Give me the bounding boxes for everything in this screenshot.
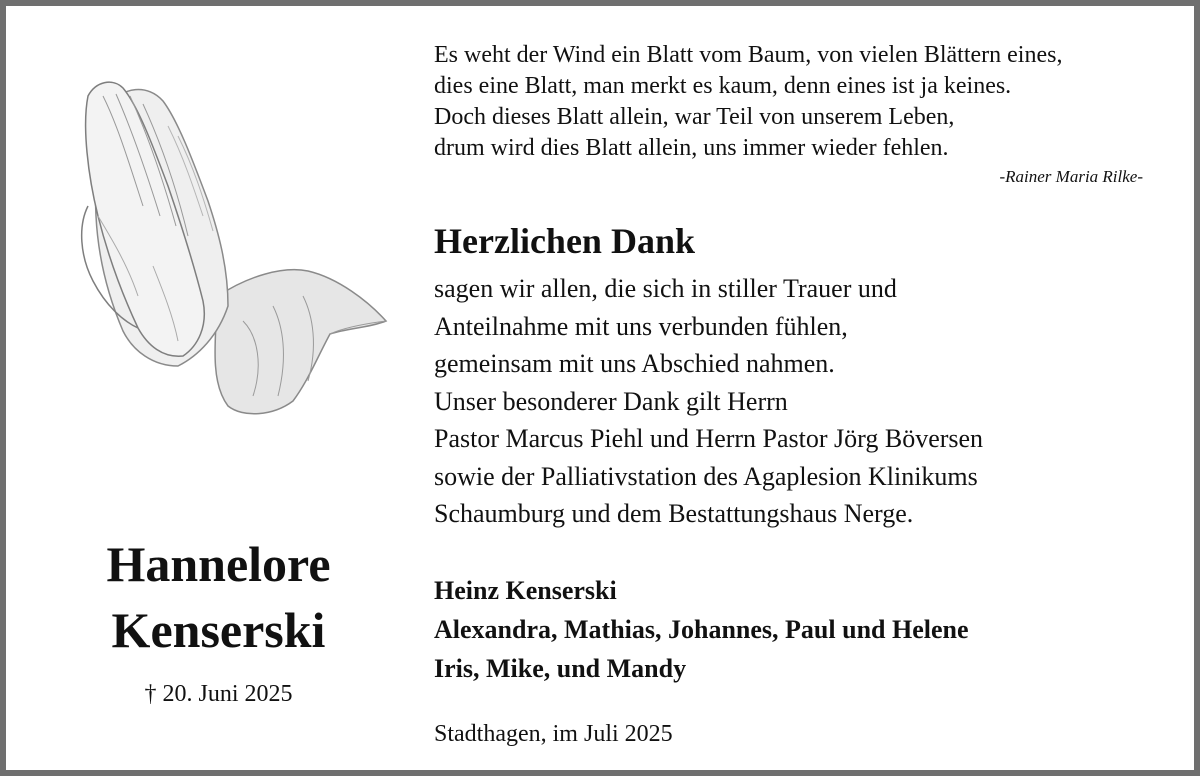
thanks-heading: Herzlichen Dank xyxy=(434,221,695,261)
place-date: Stadthagen, im Juli 2025 xyxy=(434,721,673,747)
poem-line: drum wird dies Blatt allein, uns immer wieder fehlen. xyxy=(434,135,949,161)
deceased-first-name: Hannelore xyxy=(106,536,331,592)
signer-line: Alexandra, Mathias, Johannes, Paul und Helene xyxy=(434,615,969,644)
death-date: † 20. Juni 2025 xyxy=(144,681,293,707)
thanks-line: Unser besonderer Dank gilt Herrn xyxy=(434,386,788,416)
thanks-line: sagen wir allen, die sich in stiller Trauer und xyxy=(434,274,897,303)
thanks-line: Schaumburg und dem Bestattungshaus Nerge. xyxy=(434,499,914,528)
thanks-text xyxy=(434,270,1154,533)
thanks-line: gemeinsam mit uns Abschied nahmen. xyxy=(434,349,835,378)
thanks-line: Pastor Marcus Piehl und Herrn Pastor Jörg Böversen xyxy=(434,424,984,453)
praying-hands-image xyxy=(68,66,388,426)
poem-line: dies eine Blatt, man merkt es kaum, denn eines ist ja keines. xyxy=(434,73,1012,99)
signer-line: Heinz Kenserski xyxy=(434,576,617,605)
thanks-line: sowie der Palliativstation des Agaplesion Klinikums xyxy=(434,461,978,491)
thanks-line: Anteilnahme mit uns verbunden fühlen, xyxy=(434,311,848,341)
signer-line: Iris, Mike, und Mandy xyxy=(434,654,687,683)
poem-line: Es weht der Wind ein Blatt vom Baum, von vielen Blättern eines, xyxy=(434,42,1063,68)
deceased-last-name: Kenserski xyxy=(111,602,326,658)
poem-author: -Rainer Maria Rilke- xyxy=(999,167,1143,186)
poem-line: Doch dieses Blatt allein, war Teil von unserem Leben, xyxy=(434,104,955,130)
poem xyxy=(434,40,1159,164)
signers xyxy=(434,571,1174,688)
